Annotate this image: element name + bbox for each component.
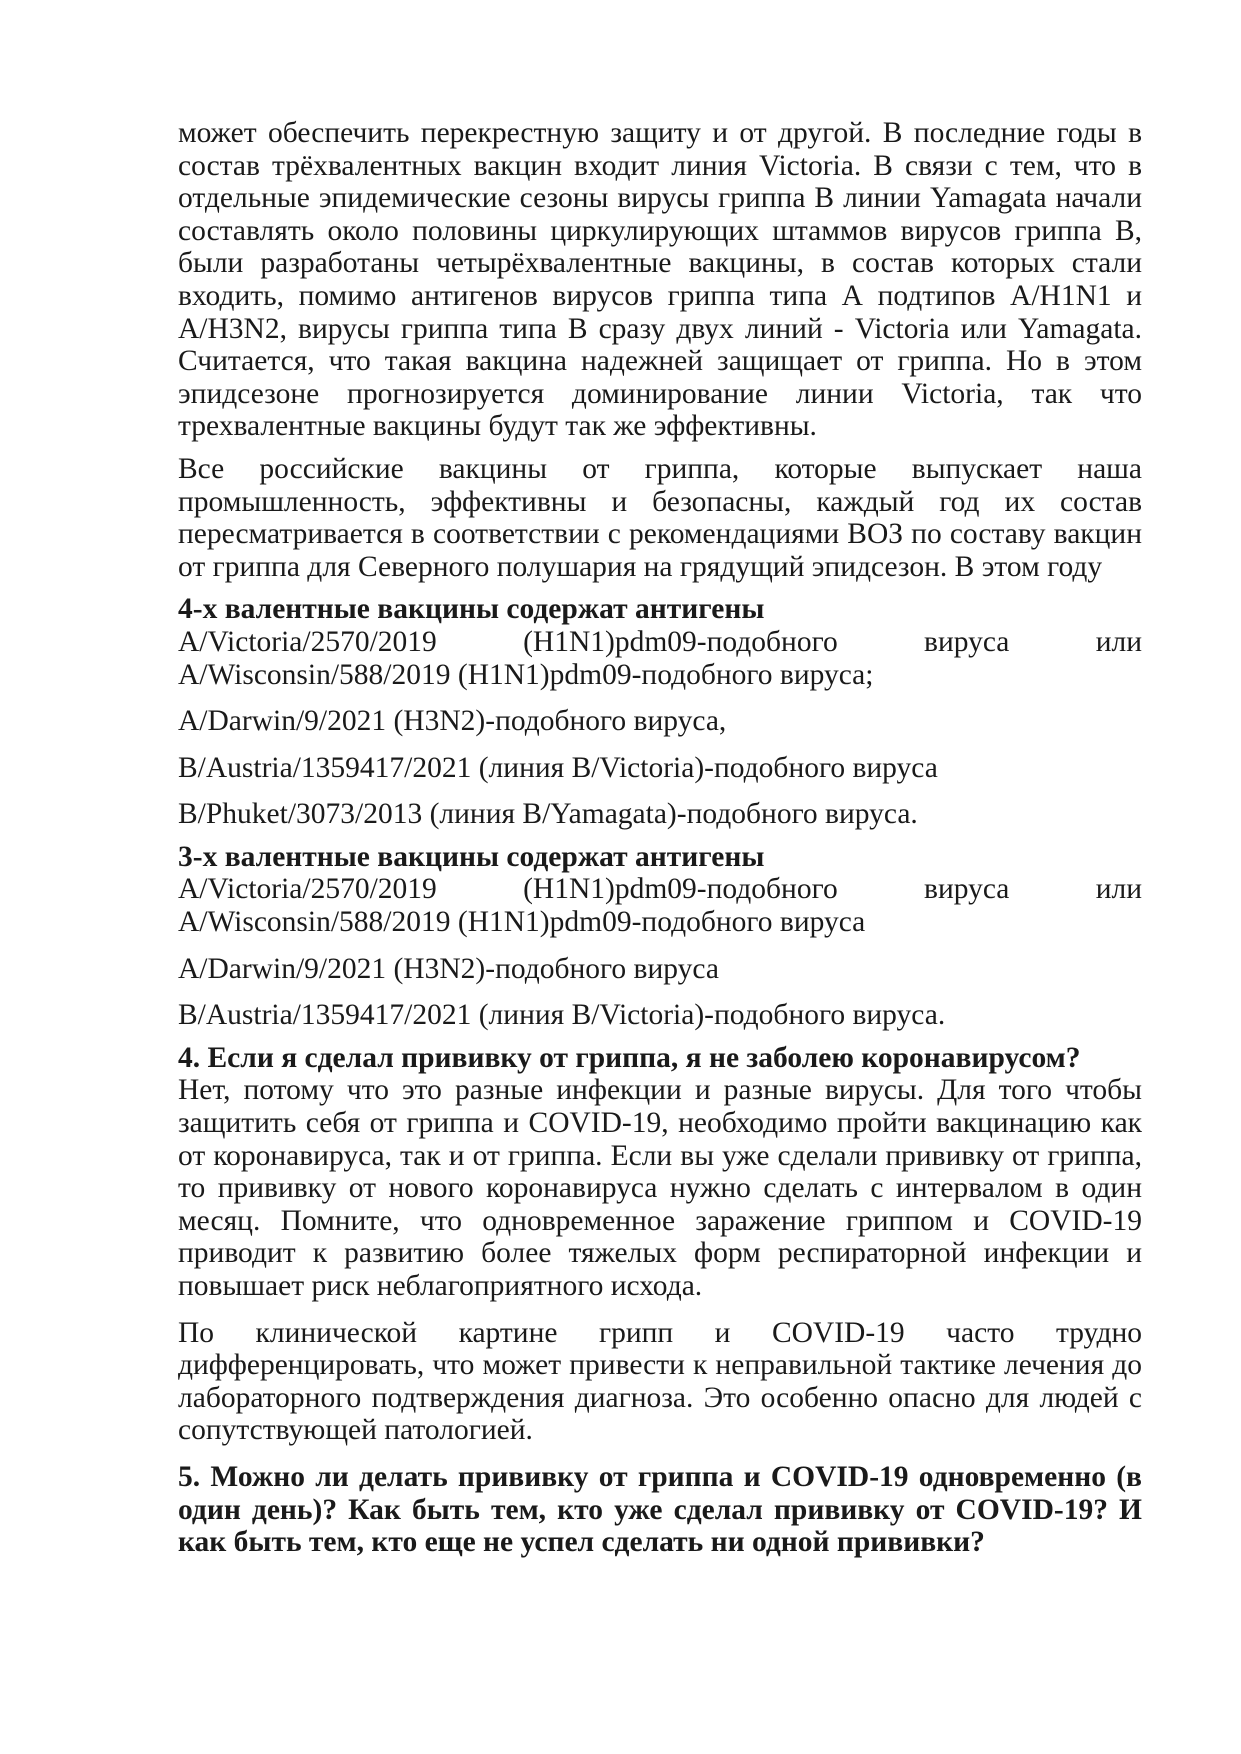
section-4-paragraph-2: По клинической картине грипп и COVID-19 часто трудно дифференцировать, что может привести к неправильной тактике лечения до лабораторного подтверждения диагноза. Это особенно опасно для людей с сопутствующей патологией.	[178, 1316, 1142, 1447]
strain-name: A/Victoria/2570/2019	[178, 873, 437, 906]
strain-name: A/Victoria/2570/2019	[178, 625, 437, 658]
quadrivalent-line-4: B/Austria/1359417/2021 (линия B/Victoria)-подобного вируса	[178, 751, 938, 784]
trivalent-line-4: B/Austria/1359417/2021 (линия B/Victoria)-подобного вируса.	[178, 999, 946, 1032]
strain-or: или	[1095, 873, 1142, 906]
paragraph-trivalent-intro: может обеспечить перекрестную защиту и от другой. В последние годы в состав трёхвалентных вакцин входит линия Victoria. В связи с тем, что в отдельные эпидемические сезоны вирусы гриппа В линии Yamagata начали составлять около половины циркулирующих штаммов вирусов гриппа В, были разработаны четырёхвалентные вакцины, в состав которых стали входить, помимо антигенов вирусов гриппа типа А подтипов A/H1N1 и A/H3N2, вирусы гриппа типа В сразу двух линий - Victoria или Yamagata. Считается, что такая вакцина надежней защищает от гриппа. Но в этом эпидсезоне прогнозируется доминирование линии Victoria, так что трехвалентные вакцины будут так же эффективны.	[178, 117, 1142, 443]
strain-or: или	[1095, 625, 1142, 658]
section-4-heading: 4. Если я сделал прививку от гриппа, я не заболею коронавирусом?	[178, 1041, 1081, 1074]
trivalent-heading: 3-х валентные вакцины содержат антигены	[178, 840, 765, 873]
quadrivalent-block	[178, 593, 1142, 831]
trivalent-line-3: A/Darwin/9/2021 (H3N2)-подобного вируса	[178, 952, 719, 985]
document-body	[178, 117, 1142, 1559]
quadrivalent-line-2: A/Wisconsin/588/2019 (H1N1)pdm09-подобного вируса;	[178, 658, 874, 691]
quadrivalent-line-5: B/Phuket/3073/2013 (линия B/Yamagata)-подобного вируса.	[178, 798, 918, 831]
section-5	[178, 1461, 1142, 1559]
trivalent-line-1	[178, 873, 1142, 906]
strain-subtype: (H1N1)pdm09-подобного	[523, 873, 838, 906]
strain-word: вируса	[924, 625, 1010, 658]
section-4-paragraph-1: Нет, потому что это разные инфекции и разные вирусы. Для того чтобы защитить себя от гриппа и COVID-19, необходимо пройти вакцинацию как от коронавируса, так и от гриппа. Если вы уже сделали прививку от гриппа, то прививку от нового коронавируса нужно сделать с интервалом в один месяц. Помните, что одновременное заражение гриппом и COVID-19 приводит к развитию более тяжелых форм респираторной инфекции и повышает риск неблагоприятного исхода.	[178, 1074, 1142, 1302]
section-5-heading: 5. Можно ли делать прививку от гриппа и COVID-19 одновременно (в один день)? Как быть тем, кто уже сделал прививку от COVID-19? И как быть тем, кто еще не успел сделать ни одной прививки?	[178, 1460, 1142, 1559]
trivalent-line-2: A/Wisconsin/588/2019 (H1N1)pdm09-подобного вируса	[178, 906, 866, 939]
strain-subtype: (H1N1)pdm09-подобного	[523, 625, 838, 658]
quadrivalent-line-1	[178, 626, 1142, 659]
strain-word: вируса	[924, 873, 1010, 906]
quadrivalent-line-3: A/Darwin/9/2021 (H3N2)-подобного вируса,	[178, 705, 727, 738]
paragraph-russian-vaccines: Все российские вакцины от гриппа, которые выпускает наша промышленность, эффективны и безопасны, каждый год их состав пересматривается в соответствии с рекомендациями ВОЗ по составу вакцин от гриппа для Северного полушария на грядущий эпидсезон. В этом году	[178, 452, 1142, 583]
quadrivalent-heading: 4-х валентные вакцины содержат антигены	[178, 593, 765, 626]
section-4	[178, 1042, 1142, 1447]
trivalent-block	[178, 841, 1142, 1032]
